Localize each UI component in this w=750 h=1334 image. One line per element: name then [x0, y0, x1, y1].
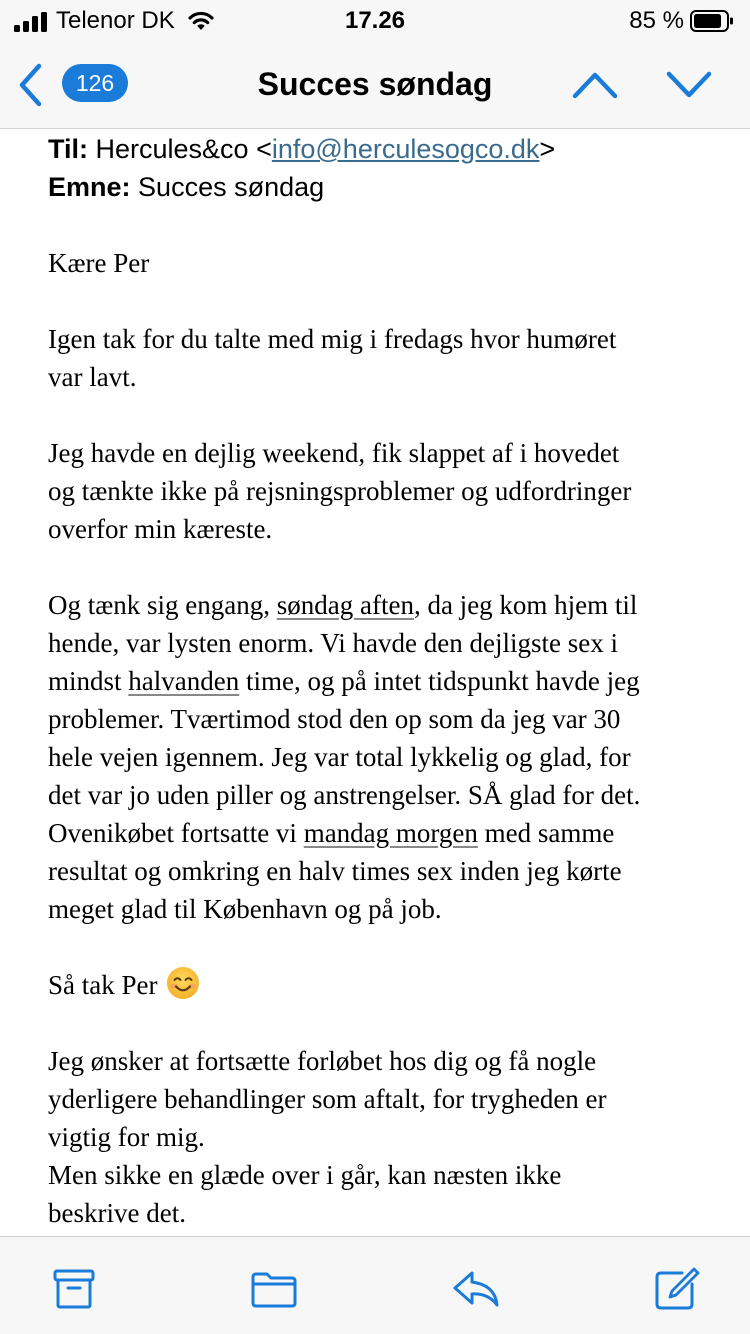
paragraph-3: Og tænk sig engang, søndag aften, da jeg kom hjem til hende, var lysten enorm. Vi havde den dejligste sex i mindst halvanden time, og på intet tidspunkt havde jeg problemer. Tværtimod stod den op som da jeg var 30 hele vejen igennem. Jeg var total lykkelig og glad, for det var jo uden piller og anstrengelser. SÅ glad for det. Ovenikøbet fortsatte vi mandag morgen med samme resultat og omkring en halv times sex inden jeg kørte meget glad til København og på job. — [48, 590, 641, 924]
bottom-toolbar — [0, 1236, 750, 1334]
chevron-down-icon[interactable] — [664, 68, 714, 102]
subject-line — [48, 168, 728, 206]
chevron-up-icon[interactable] — [570, 68, 620, 102]
folder-icon[interactable] — [250, 1267, 298, 1311]
duration-link[interactable]: halvanden — [128, 666, 240, 696]
paragraph-2: Jeg havde en dejlig weekend, fik slappet af i hovedet og tænkte ikke på rejsningsproblemer og udfordringer overfor min kæreste. — [48, 438, 632, 544]
status-time: 17.26 — [344, 7, 406, 34]
to-name: Hercules&co — [95, 134, 249, 164]
archive-icon[interactable] — [50, 1267, 98, 1311]
thanks-line: Så tak Per — [48, 966, 728, 1004]
unread-count-badge[interactable]: 126 — [62, 64, 128, 102]
message-content — [48, 130, 728, 1236]
paragraph-4: Jeg ønsker at fortsætte forløbet hos dig og få nogle yderligere behandlinger som aftalt, for trygheden er vigtig for mig. Men sikke en glæde over i går, kan næsten ikke beskrive det. — [48, 1046, 607, 1228]
subject-label: Emne: — [48, 172, 131, 202]
to-line: Til: Hercules&co <info@herculesogco.dk> — [48, 134, 556, 164]
carrier-name: Telenor DK — [56, 7, 175, 34]
battery-icon — [690, 10, 734, 32]
subject-text: Succes søndag — [138, 172, 325, 202]
smiling-face-emoji-icon — [166, 966, 200, 1000]
date-link-sunday-evening[interactable]: søndag aften — [276, 590, 414, 620]
greeting: Kære Per — [48, 248, 150, 278]
battery-percentage: 85 % — [629, 7, 684, 34]
to-email-link[interactable]: info@herculesogco.dk — [271, 134, 540, 164]
status-bar — [0, 0, 750, 44]
date-link-monday-morning[interactable]: mandag morgen — [303, 818, 478, 848]
to-label: Til: — [48, 134, 88, 164]
compose-icon[interactable] — [652, 1267, 700, 1311]
paragraph-1: Igen tak for du talte med mig i fredags hvor humøret var lavt. — [48, 324, 617, 392]
message-nav-bar — [0, 44, 750, 129]
chevron-left-icon[interactable] — [14, 60, 48, 110]
message-body — [48, 206, 728, 1232]
reply-icon[interactable] — [452, 1267, 500, 1311]
page-title: Succes søndag — [257, 66, 493, 102]
